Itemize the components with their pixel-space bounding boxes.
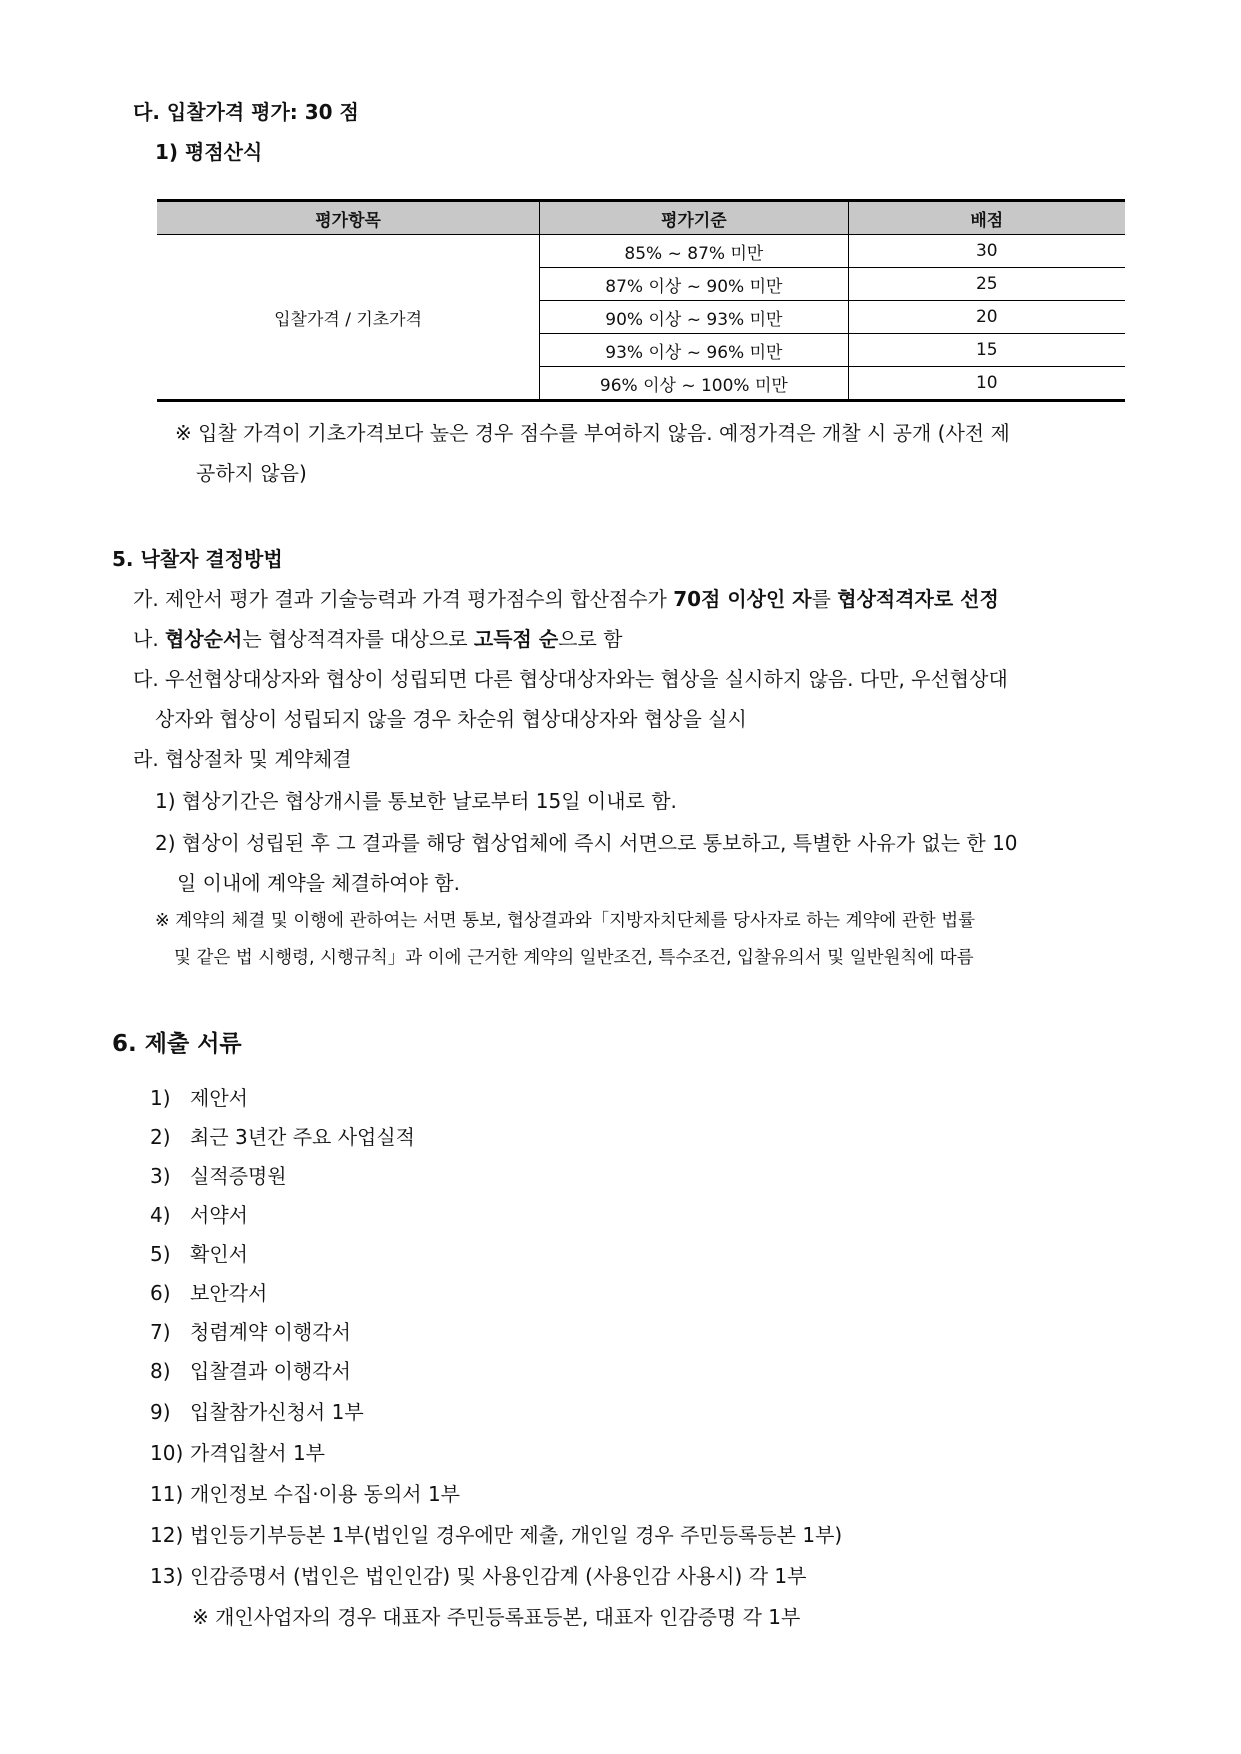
list-item-text: 인감증명서 (법인은 법인인감) 및 사용인감계 (사용인감 사용시) 각 1부: [190, 1564, 807, 1588]
list-item-num: 12): [150, 1523, 184, 1547]
list-item-text: 보안각서: [190, 1281, 268, 1305]
na-pre: 나.: [133, 627, 166, 651]
ga-bold-selection: 협상적격자로 선정: [837, 587, 999, 611]
list-item: [150, 1437, 325, 1466]
list-item: [150, 1199, 248, 1228]
list-item-text: 입찰결과 이행각서: [190, 1359, 351, 1383]
list-item-num: 11): [150, 1482, 184, 1506]
criteria-cell: 90% 이상 ~ 93% 미만: [540, 301, 848, 334]
list-item-num: 8): [150, 1359, 171, 1383]
score-cell: 30: [848, 235, 1125, 268]
list-item-num: 9): [150, 1400, 171, 1424]
list-item-text: 확인서: [190, 1242, 248, 1266]
score-table-header-row: [157, 201, 1125, 235]
header-score: 배점: [848, 201, 1125, 235]
section-title-bid-price: 다. 입찰가격 평가: 30 점: [133, 100, 359, 124]
list-item: [150, 1160, 287, 1189]
section6-final-note: ※ 개인사업자의 경우 대표자 주민등록표등본, 대표자 인감증명 각 1부: [192, 1605, 801, 1629]
list-item: [150, 1478, 460, 1507]
criteria-cell: 85% ~ 87% 미만: [540, 235, 848, 268]
criteria-cell: 93% 이상 ~ 96% 미만: [540, 334, 848, 367]
list-item: [150, 1277, 267, 1306]
header-eval-criteria: 평가기준: [540, 201, 848, 235]
criteria-cell: 87% 이상 ~ 90% 미만: [540, 268, 848, 301]
score-cell: 25: [848, 268, 1125, 301]
score-cell: 10: [848, 367, 1125, 401]
section5-item-da-line2: 상자와 협상이 성립되지 않을 경우 차순위 협상대상자와 협상을 실시: [155, 707, 747, 731]
section5-note-line2: 및 같은 법 시행령, 시행규칙」과 이에 근거한 계약의 일반조건, 특수조건, 입찰유의서 및 일반원칙에 따름: [174, 948, 974, 968]
list-item: [150, 1396, 364, 1425]
list-item-num: 4): [150, 1203, 171, 1227]
score-cell: 20: [848, 301, 1125, 334]
na-bold-high-score: 고득점 순: [473, 627, 559, 651]
section6-title: 6. 제출 서류: [112, 1031, 242, 1057]
ga-bold-score: 70점 이상인 자: [673, 587, 812, 611]
section5-item-ga: [133, 583, 999, 612]
score-table: [157, 199, 1125, 402]
section5-item-ra-2-line1: 2) 협상이 성립된 후 그 결과를 해당 협상업체에 즉시 서면으로 통보하고, 특별한 사유가 없는 한 10: [155, 831, 1018, 855]
subsection-title-formula: 1) 평점산식: [155, 140, 263, 164]
section5-title: 5. 낙찰자 결정방법: [112, 547, 283, 571]
score-cell: 15: [848, 334, 1125, 367]
list-item-num: 13): [150, 1564, 184, 1588]
table-note-line2: 공하지 않음): [196, 461, 307, 485]
list-item: [150, 1560, 806, 1589]
section5-item-da-line1: 다. 우선협상대상자와 협상이 성립되면 다른 협상대상자와는 협상을 실시하지 않음. 다만, 우선협상대: [133, 667, 1008, 691]
table-note-line1: ※ 입찰 가격이 기초가격보다 높은 경우 점수를 부여하지 않음. 예정가격은 개찰 시 공개 (사전 제: [175, 421, 1010, 445]
list-item-text: 서약서: [190, 1203, 248, 1227]
list-item-text: 청렴계약 이행각서: [190, 1320, 351, 1344]
list-item-text: 개인정보 수집·이용 동의서 1부: [190, 1482, 460, 1506]
header-eval-item: 평가항목: [157, 201, 540, 235]
list-item-text: 최근 3년간 주요 사업실적: [190, 1125, 415, 1149]
list-item-num: 10): [150, 1441, 184, 1465]
list-item-num: 6): [150, 1281, 171, 1305]
criteria-cell: 96% 이상 ~ 100% 미만: [540, 367, 848, 401]
list-item-num: 3): [150, 1164, 171, 1188]
na-bold-order: 협상순서: [165, 627, 243, 651]
list-item: [150, 1121, 415, 1150]
section5-item-na: [133, 623, 623, 652]
section5-note-line1: ※ 계약의 체결 및 이행에 관하여는 서면 통보, 협상결과와「지방자치단체를 당사자로 하는 계약에 관한 법률: [155, 911, 976, 931]
section5-item-ra-2-line2: 일 이내에 계약을 체결하여야 함.: [177, 871, 460, 895]
list-item-num: 1): [150, 1086, 171, 1110]
list-item-text: 가격입찰서 1부: [190, 1441, 326, 1465]
list-item: [150, 1355, 351, 1384]
list-item: [150, 1082, 248, 1111]
list-item-num: 5): [150, 1242, 171, 1266]
section5-item-ra-1: 1) 협상기간은 협상개시를 통보한 날로부터 15일 이내로 함.: [155, 789, 677, 813]
eval-item-cell: 입찰가격 / 기초가격: [157, 235, 540, 401]
list-item: [150, 1316, 351, 1345]
na-post: 으로 함: [558, 627, 623, 651]
ga-text: 가. 제안서 평가 결과 기술능력과 가격 평가점수의 합산점수가: [133, 587, 674, 611]
list-item-text: 제안서: [190, 1086, 248, 1110]
na-mid: 는 협상적격자를 대상으로: [242, 627, 474, 651]
list-item-text: 실적증명원: [190, 1164, 287, 1188]
list-item-text: 입찰참가신청서 1부: [190, 1400, 364, 1424]
list-item: [150, 1519, 842, 1548]
list-item-num: 7): [150, 1320, 171, 1344]
list-item: [150, 1238, 248, 1267]
table-row: [157, 235, 1125, 268]
ga-mid: 를: [811, 587, 838, 611]
list-item-num: 2): [150, 1125, 171, 1149]
section5-item-ra: 라. 협상절차 및 계약체결: [133, 747, 352, 771]
list-item-text: 법인등기부등본 1부(법인일 경우에만 제출, 개인일 경우 주민등록등본 1부): [190, 1523, 843, 1547]
